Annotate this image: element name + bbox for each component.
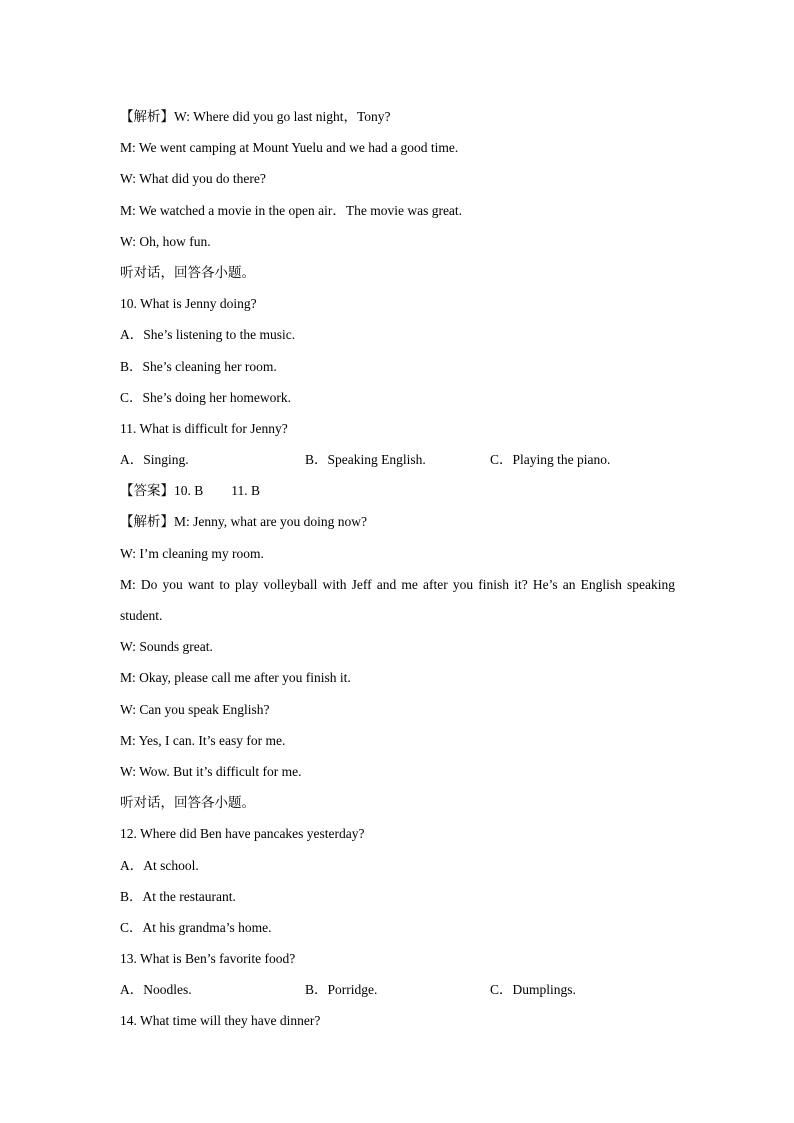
dialogue-line: W: What did you do there? (120, 171, 266, 187)
option-b: B．She’s cleaning her room. (120, 358, 277, 374)
dialogue-line: M: Do you want to play volleyball with Jeff and me after you finish it? He’s an English speaking student. (120, 576, 675, 624)
question-13-options (120, 974, 675, 1005)
section-instruction: 听对话，回答各小题。 (120, 795, 255, 811)
question-10: 10. What is Jenny doing? (120, 296, 257, 312)
answer-10: 10. B (174, 483, 204, 499)
option-b: B．Speaking English. (305, 452, 426, 468)
question-12: 12. Where did Ben have pancakes yesterday? (120, 826, 365, 842)
question-11-options (120, 444, 675, 475)
option-c: C．She’s doing her homework. (120, 389, 291, 405)
section-instruction: 听对话，回答各小题。 (120, 264, 255, 280)
dialogue-line: W: Sounds great. (120, 639, 213, 655)
option-b: B．At the restaurant. (120, 888, 236, 904)
analysis-line: 【解析】W: Where did you go last night，Tony? (120, 109, 391, 124)
option-a: A．At school. (120, 857, 199, 873)
dialogue-line: M: We watched a movie in the open air．The movie was great. (120, 202, 463, 218)
dialogue-line: M: We went camping at Mount Yuelu and we had a good time. (120, 140, 459, 156)
option-a: A．Singing. (120, 452, 189, 468)
answer-line (120, 475, 675, 506)
dialogue-line: W: Wow. But it’s difficult for me. (120, 763, 302, 779)
option-c: C．Playing the piano. (490, 452, 611, 468)
option-c: C．At his grandma’s home. (120, 919, 272, 935)
question-11: 11. What is difficult for Jenny? (120, 420, 288, 436)
option-c: C．Dumplings. (490, 982, 576, 998)
document-body (120, 101, 675, 1037)
question-14: 14. What time will they have dinner? (120, 1013, 321, 1029)
question-13: 13. What is Ben’s favorite food? (120, 951, 296, 967)
answer-11: 11. B (231, 483, 261, 499)
option-a: A．She’s listening to the music. (120, 327, 296, 343)
dialogue-line: M: Okay, please call me after you finish it. (120, 670, 351, 686)
analysis-line: 【解析】M: Jenny, what are you doing now? (120, 514, 367, 530)
option-b: B．Porridge. (305, 982, 378, 998)
option-a: A．Noodles. (120, 982, 192, 998)
dialogue-line: W: Can you speak English? (120, 701, 270, 717)
dialogue-line: W: I’m cleaning my room. (120, 545, 264, 561)
dialogue-line: W: Oh, how fun. (120, 233, 211, 249)
dialogue-line: M: Yes, I can. It’s easy for me. (120, 732, 286, 748)
answer-label: 【答案】 (120, 483, 174, 499)
